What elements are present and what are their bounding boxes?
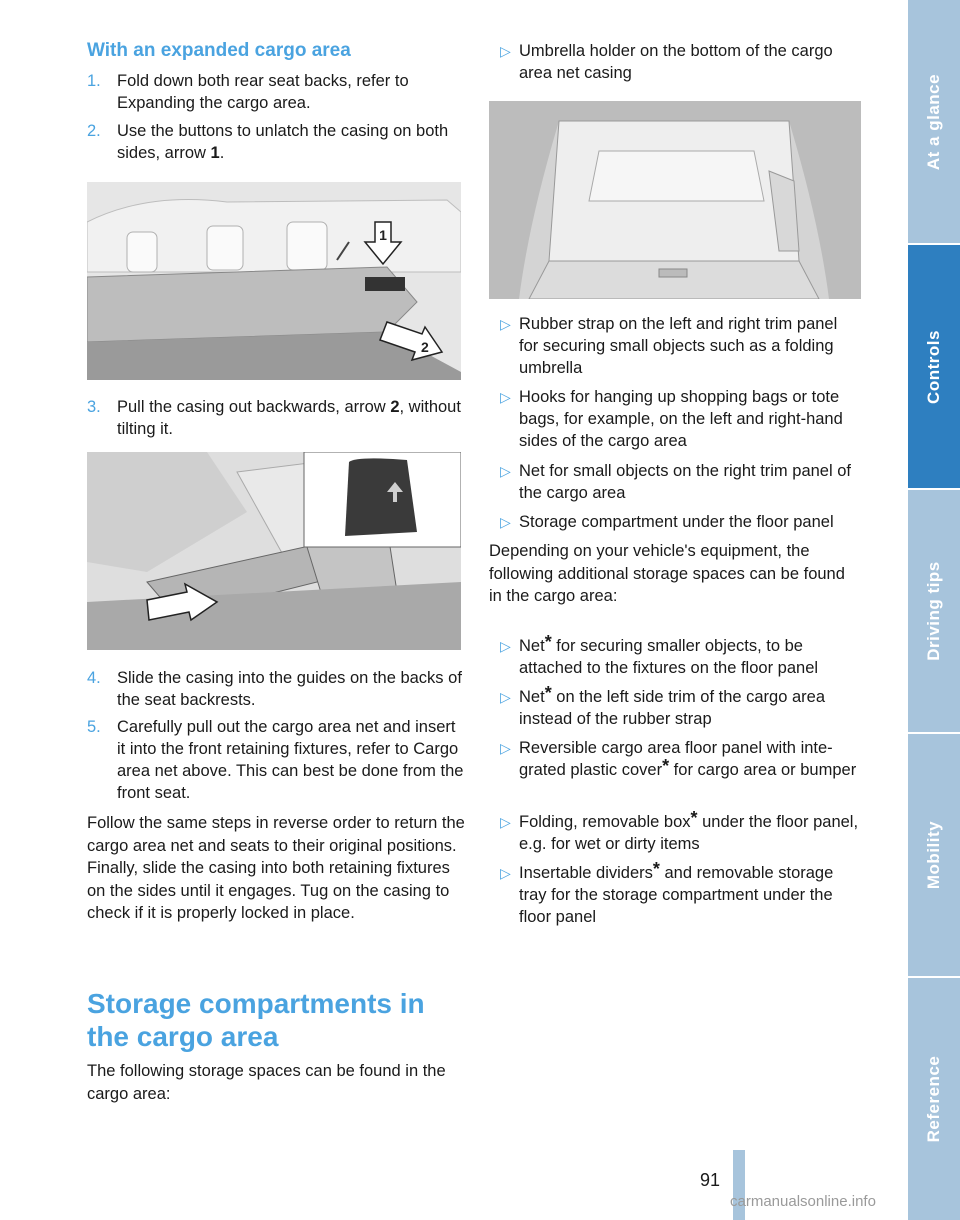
bullet-arrow-icon: ▷	[500, 316, 511, 332]
photo-cargo-area	[489, 101, 861, 299]
step-text: Use the buttons to unlatch the casing on both sides, arrow 1.	[117, 122, 449, 162]
bullet-text: Reversible cargo area floor panel with inte-grated plastic cover* for cargo area or bumper	[519, 739, 857, 779]
photo-pull-casing	[87, 452, 461, 650]
subheading: With an expanded cargo area	[87, 40, 351, 61]
optional-equipment-star-icon: *	[652, 859, 660, 879]
bullet-text: Net for small objects on the right trim panel of the cargo area	[519, 462, 851, 502]
photo-unlatch-casing	[87, 182, 461, 380]
reverse-paragraph: Follow the same steps in reverse order to return the cargo area net and seats to their original positions. Finally, slide the casing into both retaining fixtures on the sides until it engages. Tug on the casing to check if it is properly locked in place.	[87, 814, 465, 922]
watermark: carmanualsonline.info	[730, 1193, 876, 1210]
tab-reference[interactable]: Reference	[908, 978, 960, 1220]
bullet-arrow-icon: ▷	[500, 740, 511, 756]
arrow-2-label: 2	[421, 339, 429, 355]
tab-at-a-glance[interactable]: At a glance	[908, 0, 960, 243]
bullet-arrow-icon: ▷	[500, 689, 511, 705]
tab-mobility[interactable]: Mobility	[908, 734, 960, 976]
photo-pull-casing-illustration	[87, 452, 461, 650]
bullet-text: Insertable dividers* and removable storage tray for the storage compartment under the floor panel	[519, 859, 834, 926]
equipment-paragraph: Depending on your vehicle's equipment, the following additional storage spaces can be found in the cargo area:	[489, 542, 845, 605]
bullet-arrow-icon: ▷	[500, 389, 511, 405]
optional-equipment-star-icon: *	[690, 808, 698, 828]
step-number: 5.	[87, 718, 101, 736]
section-intro: The following storage spaces can be found in the cargo area:	[87, 1062, 446, 1103]
photo-unlatch-casing-illustration	[87, 182, 461, 380]
step-text: Slide the casing into the guides on the backs of the seat backrests.	[117, 669, 462, 709]
section-title: Storage compartments in the cargo area	[87, 988, 425, 1052]
arrow-1-label: 1	[379, 227, 387, 243]
bullet-arrow-icon: ▷	[500, 463, 511, 479]
optional-equipment-star-icon: *	[544, 683, 552, 703]
chapter-sidebar	[908, 0, 960, 1220]
bullet-arrow-icon: ▷	[500, 814, 511, 830]
bullet-text: Folding, removable box* under the floor panel, e.g. for wet or dirty items	[519, 808, 859, 853]
step-text: Pull the casing out backwards, arrow 2, without tilting it.	[117, 398, 461, 438]
step-text: Fold down both rear seat backs, refer to Expanding the cargo area.	[117, 72, 409, 112]
step-number: 4.	[87, 669, 101, 687]
step-number: 1.	[87, 72, 101, 90]
bullet-arrow-icon: ▷	[500, 43, 511, 59]
photo-cargo-area-illustration	[489, 101, 861, 299]
tab-driving-tips[interactable]: Driving tips	[908, 490, 960, 732]
optional-equipment-star-icon: *	[662, 756, 670, 776]
bullet-arrow-icon: ▷	[500, 514, 511, 530]
bullet-arrow-icon: ▷	[500, 638, 511, 654]
bullet-text: Rubber strap on the left and right trim panel for securing small objects such as a folding umbrella	[519, 315, 838, 377]
page-number: 91	[700, 1170, 721, 1190]
bullet-text: Net* for securing smaller objects, to be attached to the fixtures on the floor panel	[519, 632, 819, 677]
tab-controls[interactable]: Controls	[908, 245, 960, 488]
step-number: 2.	[87, 122, 101, 140]
step-text: Carefully pull out the cargo area net and insert it into the front retaining fixtures, refer to Cargo area net above. This can best be done from the front seat.	[117, 718, 464, 802]
bullet-text: Storage compartment under the floor panel	[519, 513, 834, 531]
bullet-text: Umbrella holder on the bottom of the cargo area net casing	[519, 42, 833, 82]
bullet-arrow-icon: ▷	[500, 865, 511, 881]
step-number: 3.	[87, 398, 101, 416]
bullet-text: Hooks for hanging up shopping bags or tote bags, for example, on the left and right-hand sides of the cargo area	[519, 388, 843, 450]
optional-equipment-star-icon: *	[544, 632, 552, 652]
bullet-text: Net* on the left side trim of the cargo area instead of the rubber strap	[519, 683, 826, 728]
